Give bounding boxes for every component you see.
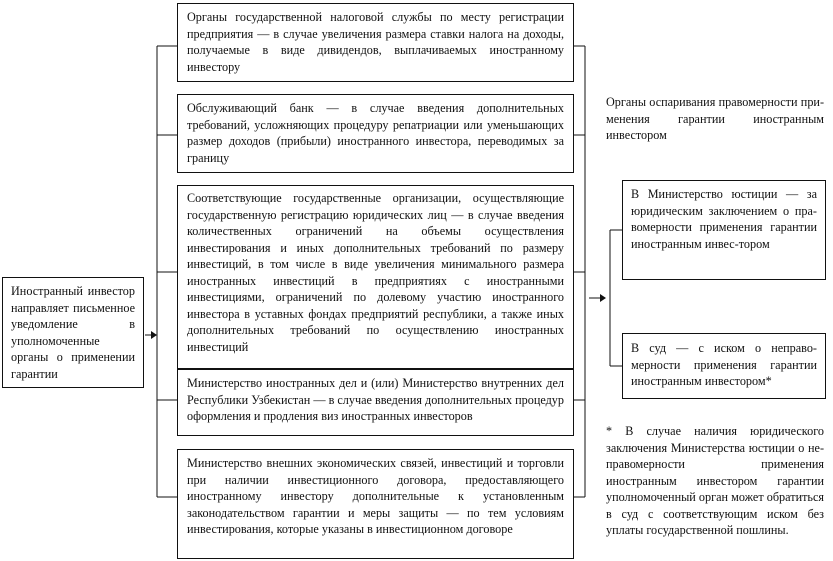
appeal-text-justice: В Министерство юстиции — за юридическим заключением о пра-вомерности применения гарантии иностранным инвес-тором xyxy=(631,187,817,251)
authority-text-bank: Обслуживающий банк — в случае введения дополнительных требований, усложняющих процедуру репатриации или уменьшающих размер доходов (прибыли) иностранного инвестора, переводимых за границу xyxy=(187,101,564,165)
investor-text: Иностранный инвестор направляет письменное уведомление в уполномоченные органы о применении гарантии xyxy=(11,284,135,381)
arrow-appeal-head xyxy=(600,294,606,302)
arrow-investor-head xyxy=(151,331,157,339)
authority-text-registration: Соответствующие государственные организации, осуществляющие государственную регистрацию юридических лиц — в случае введения количественных ограничений на объемы осуществления инвестирования и иных дополнительных требований по размеру инвестиций, в том числе в виде увеличения минимального размера иностранных инвестиций в предприятиях с иностранными инвестициями, ограничений по долевому участию иностранного инвестора в уставных фондах предприятий республики, а также иных дополнительных требований по осуществлению иностранных инвестиций xyxy=(187,191,564,354)
appeal-heading: Органы оспаривания правомерности при-менения гарантии иностранным инвестором xyxy=(606,95,824,142)
appeal-text-court: В суд — с иском о неправо-мерности применения гарантии иностранным инвестором* xyxy=(631,341,817,388)
appeal-footnote: * В случае наличия юридического заключения Министерства юстиции о не-правомерности применения иностранным инвестором гарантии уполномоченный орган может обратиться в суд с соответствующим иском без уплаты государственной пошлины. xyxy=(606,424,824,537)
authority-text-foreign-affairs: Министерство иностранных дел и (или) Министерство внутренних дел Республики Узбекистан — в случае введения дополнительных процедур оформления и продления виз иностранных инвесторов xyxy=(187,376,564,423)
authority-text-ministry-trade: Министерство внешних экономических связей, инвестиций и торговли при наличии инвестиционного договора, предоставляющего иностранному инвестору дополнительные к установленным законодательством гарантии и меры защиты — по тем условиям инвестирования, которые указаны в инвестиционном договоре xyxy=(187,456,564,536)
authority-text-tax: Органы государственной налоговой службы по месту регистрации предприятия — в случае увеличения размера ставки налога на доходы, получаемые в виде дивидендов, выплачиваемых иностранному инвестору xyxy=(187,10,564,74)
